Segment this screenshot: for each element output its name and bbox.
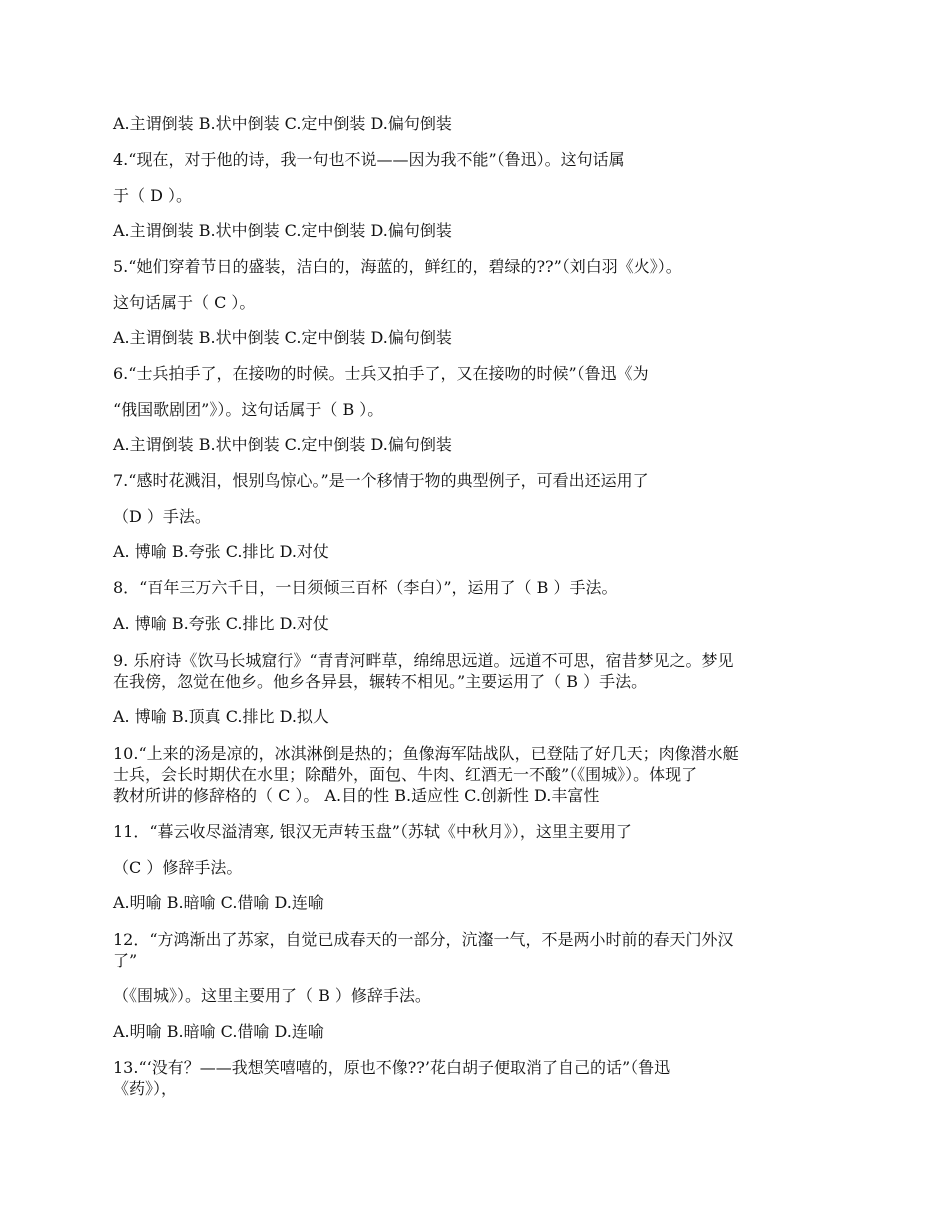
text-line: A. 博喻 B.夸张 C.排比 D.对仗 [113, 614, 329, 633]
text-line: “俄国歌剧团”》）。这句话属于（ B ）。 [113, 400, 384, 419]
text-line: A.主谓倒装 B.状中倒装 C.定中倒装 D.偏句倒装 [113, 114, 452, 133]
text-line: A.主谓倒装 B.状中倒装 C.定中倒装 D.偏句倒装 [113, 221, 452, 240]
text-line: 这句话属于（ C ）。 [113, 293, 256, 312]
text-line: （D ）手法。 [113, 507, 211, 526]
text-line: （C ）修辞手法。 [113, 858, 243, 877]
text-line: A.明喻 B.暗喻 C.借喻 D.连喻 [113, 893, 324, 912]
text-line: 于（ D ）。 [113, 186, 193, 205]
text-line: A.明喻 B.暗喻 C.借喻 D.连喻 [113, 1022, 324, 1041]
question-5: 5.“她们穿着节日的盛装，洁白的，海蓝的，鲜红的，碧绿的??”（刘白羽《火》）。 [113, 257, 682, 276]
text-line: A.主谓倒装 B.状中倒装 C.定中倒装 D.偏句倒装 [113, 435, 452, 454]
question-10: 10.“上来的汤是凉的，冰淇淋倒是热的；鱼像海军陆战队，已登陆了好几天；肉像潜水艇 [113, 744, 739, 763]
question-9: 9. 乐府诗《饮马长城窟行》“青青河畔草，绵绵思远道。远道不可思，宿昔梦见之。梦见 [113, 651, 734, 670]
question-13: 13.“‘没有？——我想笑嘻嘻的，原也不像??’花白胡子便取消了自己的话”（鲁迅 [113, 1058, 671, 1077]
question-7: 7.“感时花溅泪，恨别鸟惊心。”是一个移情于物的典型例子，可看出还运用了 [113, 471, 649, 490]
text-line: A. 博喻 B.顶真 C.排比 D.拟人 [113, 707, 329, 726]
text-line: A. 博喻 B.夸张 C.排比 D.对仗 [113, 542, 329, 561]
text-line: 在我傍，忽觉在他乡。他乡各异县，辗转不相见。”主要运用了（ B ）手法。 [113, 672, 648, 691]
question-12: 12．“方鸿渐出了苏家，自觉已成春天的一部分，沆瀣一气，不是两小时前的春天门外汉 [113, 930, 734, 949]
text-line: 士兵，会长时期伏在水里；除醋外，面包、牛肉、红酒无一不酸”（《围城》）。体现了 [113, 765, 698, 784]
text-line: 了” [113, 951, 138, 970]
text-line: A.主谓倒装 B.状中倒装 C.定中倒装 D.偏句倒装 [113, 328, 452, 347]
text-line: 《药》）， [113, 1079, 178, 1098]
question-11: 11．“暮云收尽溢清寒, 银汉无声转玉盘”（苏轼《中秋月》），这里主要用了 [113, 822, 632, 841]
question-4: 4.“现在，对于他的诗，我一句也不说——因为我不能”（鲁迅）。这句话属 [113, 150, 625, 169]
text-line: 教材所讲的修辞格的（ C ）。 A.目的性 B.适应性 C.创新性 D.丰富性 [113, 786, 600, 805]
text-line: （《围城》）。这里主要用了（ B ）修辞手法。 [113, 986, 431, 1005]
question-8: 8．“百年三万六千日，一日须倾三百杯（李白）”，运用了（ B ）手法。 [113, 578, 618, 597]
question-6: 6.“士兵拍手了，在接吻的时候。士兵又拍手了，又在接吻的时候”（鲁迅《为 [113, 364, 649, 383]
